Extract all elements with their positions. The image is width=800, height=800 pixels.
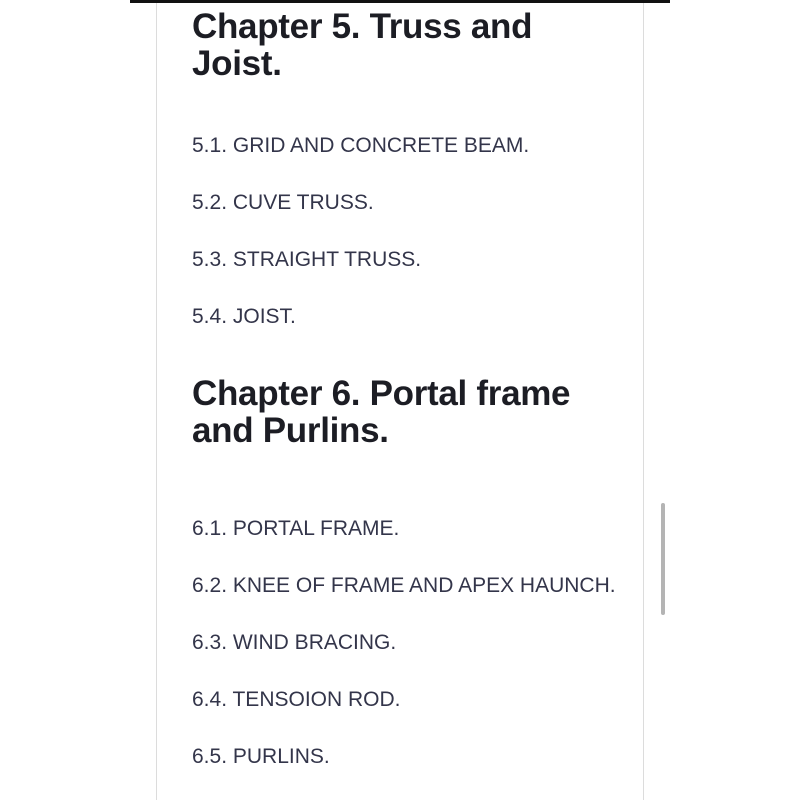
chapter-5-items xyxy=(192,128,622,334)
list-item-5-2: 5.2. CUVE TRUSS. xyxy=(192,191,374,214)
content-left-border xyxy=(156,3,157,800)
list-item-5-3: 5.3. STRAIGHT TRUSS. xyxy=(192,248,422,271)
content-right-border xyxy=(643,3,644,800)
chapter-5-title: Chapter 5. Truss and Joist. xyxy=(192,7,533,83)
list-item-5-4: 5.4. JOIST. xyxy=(192,305,296,328)
list-item-6-1: 6.1. PORTAL FRAME. xyxy=(192,517,400,540)
chapter-6-title: Chapter 6. Portal frame and Purlins. xyxy=(192,374,571,450)
scrollbar-thumb[interactable] xyxy=(661,503,665,615)
list-item-6-2: 6.2. KNEE OF FRAME AND APEX HAUNCH. xyxy=(192,574,616,597)
top-bar xyxy=(130,0,670,3)
list-item-6-3: 6.3. WIND BRACING. xyxy=(192,631,397,654)
document-content xyxy=(192,8,622,796)
list-item-6-5: 6.5. PURLINS. xyxy=(192,745,330,768)
list-item-6-4: 6.4. TENSOION ROD. xyxy=(192,688,401,711)
chapter-6-items xyxy=(192,511,622,774)
list-item-5-1: 5.1. GRID AND CONCRETE BEAM. xyxy=(192,134,530,157)
